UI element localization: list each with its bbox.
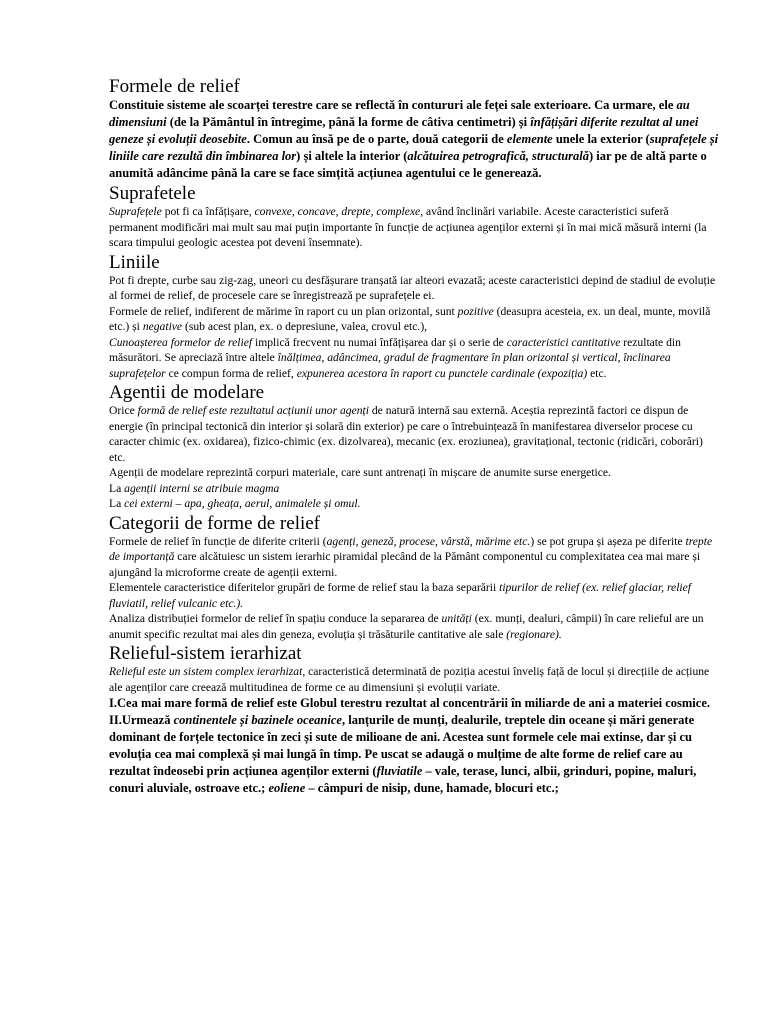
text-run: pot fi ca înfățișare,: [161, 205, 255, 218]
paragraph-categorii-3: [109, 611, 719, 642]
text-run: ) și altele la interior (: [296, 149, 408, 163]
italic-text-run: Cunoașterea formelor de relief: [109, 335, 253, 349]
text-run: Elementele caracteristice diferitelor grupări de forme de relief stau la baza separării: [109, 581, 500, 594]
italic-text-run: pozitive: [457, 304, 494, 318]
italic-text-run: au dimensiuni: [109, 98, 690, 129]
text-run: I.Cea mai mare formă de relief este Globul terestru rezultat al concentrării în miliarde de ani a materiei cosmice.: [109, 696, 710, 710]
paragraph-intro: [109, 97, 719, 182]
text-run: unele la exterior (: [552, 132, 650, 146]
italic-text-run: suprafețele și liniile care rezultă din îmbinarea lor: [109, 132, 719, 163]
heading-categorii: Categorii de forme de relief: [109, 512, 321, 534]
heading-formele-de-relief: Formele de relief: [109, 76, 240, 97]
text-run: ) iar pe de altă parte o anumită adâncime până la care se face simțită acțiunea agentului ce le generează.: [109, 149, 707, 180]
text-run: etc.: [587, 366, 607, 380]
text-run: ) se pot grupa și așeza pe diferite: [530, 534, 686, 548]
text-run: (ex. munți, dealuri, câmpii) în care relieful are un anumit specific rezultat mai ales din geneza, evoluția și trăsăturile cantitative ale sale: [109, 612, 704, 641]
italic-text-run: caracteristici cantitative: [506, 335, 621, 349]
italic-text-run: cei externi – apa, gheața, aerul, animalele și omul.: [124, 497, 361, 510]
paragraph-relieful-3: [109, 712, 719, 797]
paragraph-liniile-1: [109, 273, 719, 304]
italic-text-run: fluviatile: [376, 764, 423, 778]
italic-text-run: Relieful este un sistem complex ierarhizat: [109, 665, 303, 678]
italic-text-run: Suprafețele: [109, 205, 162, 218]
heading-agentii-de-modelare: Agentii de modelare: [109, 382, 265, 403]
text-run: Analiza distribuției formelor de relief în spațiu conduce la separarea de: [109, 612, 442, 625]
paragraph-liniile-2: [109, 304, 719, 335]
text-run: Orice: [109, 404, 138, 417]
italic-text-run: elemente: [506, 132, 553, 146]
italic-text-run: trepte de importanță: [109, 534, 713, 563]
text-run: (de la Pământul în întregime, până la forme de câtiva centimetri) și: [166, 115, 531, 129]
text-run: Formele de relief, indiferent de mărime în raport cu un plan orizontal, sunt: [109, 304, 458, 318]
paragraph-categorii-2: [109, 580, 719, 611]
text-run: – vale, terase, lunci, albii, grinduri, popine, maluri, conuri aluviale, ostroave etc.;: [109, 764, 697, 795]
paragraph-relieful-1: [109, 664, 719, 695]
paragraph-relieful-2: [109, 695, 719, 712]
italic-text-run: continentele și bazinele oceanice: [173, 713, 342, 727]
italic-text-run: alcătuirea petrografică, structurală: [407, 149, 589, 163]
italic-text-run: tipurilor de relief (ex. relief glaciar, relief fluviatil, relief vulcanic etc.).: [109, 581, 692, 610]
italic-text-run: unități: [441, 612, 472, 625]
text-run: La: [109, 481, 125, 495]
heading-suprafetele: Suprafetele: [109, 183, 196, 204]
text-run: de natură internă sau externă. Aceștia reprezintă factori ce dispun de energie (în principal tectonică din interior și solară din exterior) pe care o întrebuințează în manifestarea diverselor procese cu caracter chimic (ex. oxidarea), fizico-chimic (ex. dizolvarea), mecanic (ex. eroziunea), gravitațional, tectonic (ridicări, coborâri) etc.: [109, 404, 703, 464]
text-run: La: [109, 497, 125, 510]
text-run: care alcătuiesc un sistem ierarhic piramidal plecând de la Pământ componentul cu complexitatea cea mai mare și ajungând la microforme create de agenții externi.: [109, 550, 701, 579]
paragraph-agentii-4: [109, 496, 719, 512]
paragraph-categorii-1: [109, 534, 719, 581]
text-run: rezultate din măsurători. Se apreciază între altele: [109, 335, 681, 364]
text-run: , caracteristică determinată de poziția acestui înveliș față de locul și direcțiile de acțiune ale agenților care creează multitudinea de forme ce au dimensiuni și evoluții variate.: [109, 665, 710, 694]
text-run: implică frecvent nu numai înfățișarea dar și o serie de: [252, 335, 507, 349]
text-run: (deasupra acesteia, ex. un deal, munte, movilă etc.) și: [109, 304, 711, 333]
text-run: – câmpuri de nisip, dune, hamade, blocuri etc.;: [305, 781, 559, 795]
text-run: Constituie sisteme ale scoarței terestre care se reflectă în contururi ale feței sale exterioare. Ca urmare, ele: [109, 98, 677, 112]
text-run: II.Urmează: [109, 713, 174, 727]
paragraph-liniile-3: [109, 335, 719, 382]
text-run: , având înclinări variabile. Aceste caracteristici suferă permanent modificări mai mult sau mai puțin importante în funcție de acțiunea agenților externi și în mai mică măsură interni (la scara timpului geologic acestea pot deveni însemnate).: [109, 205, 707, 249]
italic-text-run: (regionare).: [506, 627, 562, 641]
paragraph-agentii-2: [109, 465, 719, 481]
heading-relieful-sistem: Relieful-sistem ierarhizat: [109, 643, 302, 664]
italic-text-run: agenți, geneză, procese, vârstă, mărime etc.: [326, 534, 531, 548]
italic-text-run: înfățișări diferite rezultat al unei geneze și evoluții deosebite: [109, 115, 699, 146]
document-content: [109, 76, 719, 797]
text-run: (sub acest plan, ex. o depresiune, valea, crovul etc.),: [182, 320, 428, 333]
italic-text-run: expunerea acestora în raport cu punctele cardinale (expoziția): [296, 366, 588, 380]
italic-text-run: eoliene: [268, 781, 306, 795]
italic-text-run: formă de relief este rezultatul acțiunii unor agenți: [137, 404, 369, 417]
paragraph-agentii-3: [109, 481, 719, 497]
text-run: ce compun forma de relief,: [165, 366, 297, 380]
text-run: Agenții de modelare reprezintă corpuri materiale, care sunt antrenați în mișcare de anumite surse energetice.: [109, 466, 611, 479]
text-run: Pot fi drepte, curbe sau zig-zag, uneori cu desfășurare tranșată iar alteori evazată; aceste caracteristici depind de stadiul de evoluție al formei de relief, de procesele care se înregistrează pe suprafețele ei.: [109, 273, 716, 302]
paragraph-agentii-1: [109, 403, 719, 465]
paragraph-suprafetele: [109, 204, 719, 251]
text-run: Formele de relief în funcție de diferite criterii (: [109, 534, 327, 548]
text-run: . Comun au însă pe de o parte, două categorii de: [246, 132, 507, 146]
italic-text-run: convexe, concave, drepte, complexe: [254, 205, 421, 218]
italic-text-run: negative: [142, 320, 183, 333]
heading-liniile: Liniile: [109, 251, 160, 273]
italic-text-run: agenții interni se atribuie magma: [124, 481, 280, 495]
italic-text-run: înălțimea, adâncimea, gradul de fragmentare în plan orizontal și vertical, înclinarea suprafețelor: [109, 351, 671, 380]
text-run: , lanțurile de munți, dealurile, treptele din oceane și mări generate dominant de forțele tectonice în zeci și sute de milioane de ani. Acestea sunt formele cele mai extinse, dar și cu evoluția cea mai complexă și mai lungă în timp. Pe uscat se adaugă o mulțime de alte forme de relief care au rezultat îndeosebi prin acțiunea agenților externi (: [109, 713, 695, 778]
